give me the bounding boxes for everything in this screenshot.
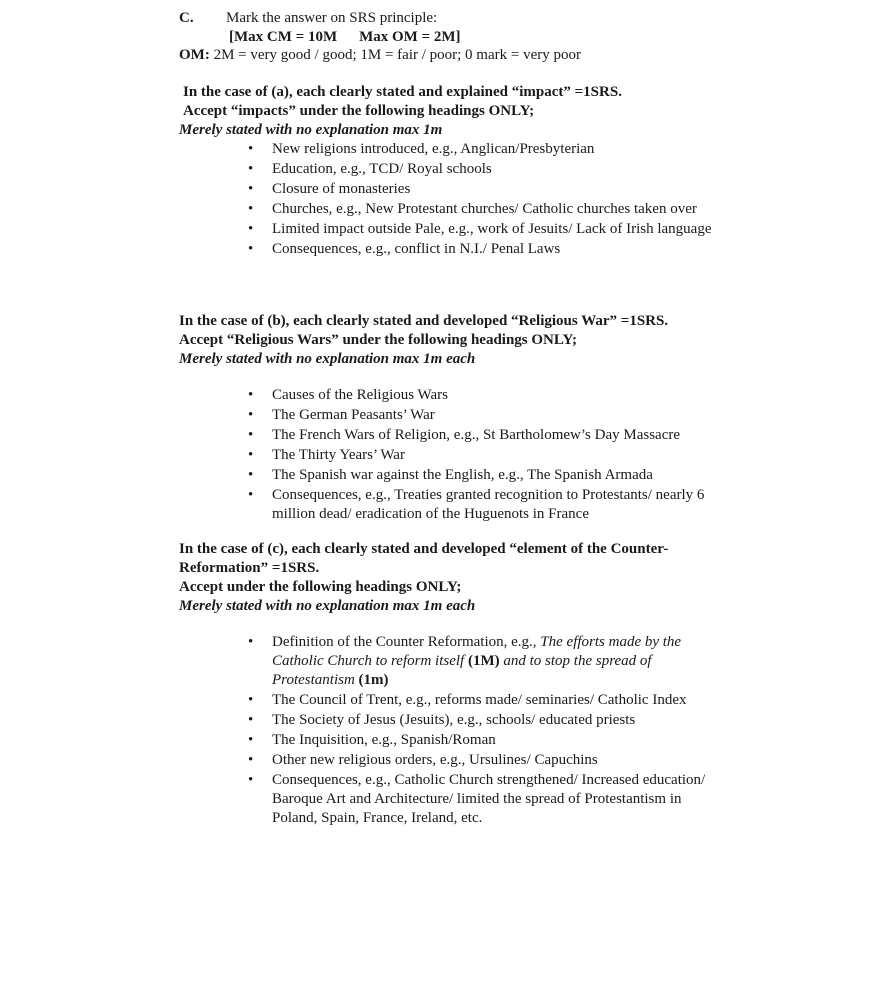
section-c-line3: Merely stated with no explanation max 1m each [179,598,476,614]
list-item: • Closure of monasteries [248,180,718,199]
max-cm: [Max CM = 10M [229,29,338,45]
list-item: • The German Peasants’ War [248,406,718,425]
section-a-line1: In the case of (a), each clearly stated and explained “impact” =1SRS. [183,84,622,100]
list-item: • Education, e.g., TCD/ Royal schools [248,160,718,179]
definition-italic-2: and to stop the spread of Protestantism [272,653,652,688]
max-om: Max OM = 2M] [359,29,461,45]
list-item: • The Inquisition, e.g., Spanish/Roman [248,731,718,750]
list-item: • The French Wars of Religion, e.g., St Bartholomew’s Day Massacre [248,426,718,445]
list-item: • Causes of the Religious Wars [248,386,718,405]
list-item: • Limited impact outside Pale, e.g., work of Jesuits/ Lack of Irish language [248,220,718,239]
list-item: • The Thirty Years’ War [248,446,718,465]
definition-italic-1: The efforts made by the Catholic Church to reform itself [272,634,682,669]
section-b-line2: Accept “Religious Wars” under the following headings ONLY; [179,332,577,348]
list-item: • The Spanish war against the English, e.g., The Spanish Armada [248,466,718,485]
max-marks-line [229,28,461,47]
section-c-line1: In the case of (c), each clearly stated and developed “element of the Counter-Reformation” =1SRS. [179,541,669,576]
list-item: • Consequences, e.g., conflict in N.I./ Penal Laws [248,240,718,259]
list-item: • Consequences, e.g., Treaties granted recognition to Protestants/ nearly 6 million dead/ eradication of the Huguenots in France [248,486,718,524]
section-b-list [248,386,718,525]
list-item: • The Council of Trent, e.g., reforms made/ seminaries/ Catholic Index [248,691,718,710]
section-c-label: C. [179,10,194,26]
section-b-line3: Merely stated with no explanation max 1m each [179,351,476,367]
om-label: OM: [179,47,210,63]
section-c-instruction: Mark the answer on SRS principle: [226,10,438,26]
section-b-instructions [179,312,739,369]
list-item: • Churches, e.g., New Protestant churches/ Catholic churches taken over [248,200,718,219]
list-item-definition [248,633,718,690]
section-a-instructions [179,83,739,140]
section-a-line2: Accept “impacts” under the following headings ONLY; [183,103,535,119]
list-item: • New religions introduced, e.g., Anglican/Presbyterian [248,140,718,159]
section-b-line1: In the case of (b), each clearly stated and developed “Religious War” =1SRS. [179,313,669,329]
section-a-line3: Merely stated with no explanation max 1m [179,122,443,138]
definition-mark-2: (1m) [354,672,389,688]
om-criteria-line [179,46,581,65]
list-item: • Consequences, e.g., Catholic Church strengthened/ Increased education/ Baroque Art and Architecture/ limited the spread of Protestantism in Poland, Spain, France, Ireland, etc. [248,771,718,828]
definition-mark-1: (1M) [464,653,500,669]
list-item: • The Society of Jesus (Jesuits), e.g., schools/ educated priests [248,711,718,730]
om-criteria: 2M = very good / good; 1M = fair / poor; 0 mark = very poor [213,47,581,63]
section-a-list [248,140,718,260]
section-c-line2: Accept under the following headings ONLY; [179,579,462,595]
definition-prefix: Definition of the Counter Reformation, e.g., [272,634,541,650]
section-c-instructions [179,540,724,616]
section-c-list [248,633,718,829]
list-item: • Other new religious orders, e.g., Ursulines/ Capuchins [248,751,718,770]
